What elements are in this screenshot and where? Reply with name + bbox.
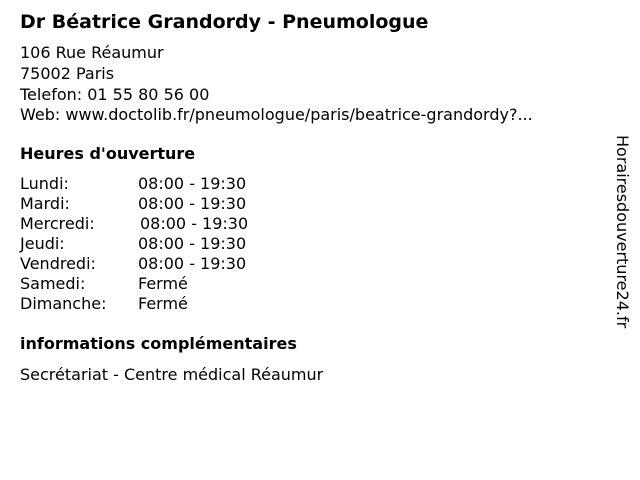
hours-value: 08:00 - 19:30 (138, 234, 247, 253)
day-label: Samedi: (20, 274, 86, 293)
hours-value: Fermé (138, 294, 188, 313)
additional-info-heading: informations complémentaires (20, 334, 297, 353)
hours-value: 08:00 - 19:30 (140, 214, 249, 233)
brand-text: Horairesdouverture24.fr (613, 135, 632, 329)
hours-row-thursday (20, 234, 320, 254)
hours-value: Fermé (138, 274, 188, 293)
hours-row-wednesday (20, 214, 320, 234)
hours-row-sunday (20, 294, 320, 314)
hours-row-saturday (20, 274, 320, 294)
website-link[interactable]: Web: www.doctolib.fr/pneumologue/paris/beatrice-grandordy?... (20, 105, 533, 124)
day-label: Jeudi: (20, 234, 65, 253)
additional-info-text: Secrétariat - Centre médical Réaumur (20, 365, 324, 384)
hours-value: 08:00 - 19:30 (138, 194, 247, 213)
hours-row-monday (20, 174, 320, 194)
brand-watermark (612, 135, 632, 371)
day-label: Lundi: (20, 174, 69, 193)
address-street: 106 Rue Réaumur (20, 43, 164, 62)
day-label: Mercredi: (20, 214, 95, 233)
phone-number: Telefon: 01 55 80 56 00 (20, 85, 210, 104)
practitioner-title: Dr Béatrice Grandordy - Pneumologue (20, 11, 429, 33)
opening-hours-heading: Heures d'ouverture (20, 144, 196, 163)
hours-row-friday (20, 254, 320, 274)
hours-value: 08:00 - 19:30 (138, 254, 247, 273)
hours-row-tuesday (20, 194, 320, 214)
hours-value: 08:00 - 19:30 (138, 174, 247, 193)
day-label: Vendredi: (20, 254, 96, 273)
day-label: Mardi: (20, 194, 70, 213)
address-city: 75002 Paris (20, 64, 115, 83)
day-label: Dimanche: (20, 294, 107, 313)
